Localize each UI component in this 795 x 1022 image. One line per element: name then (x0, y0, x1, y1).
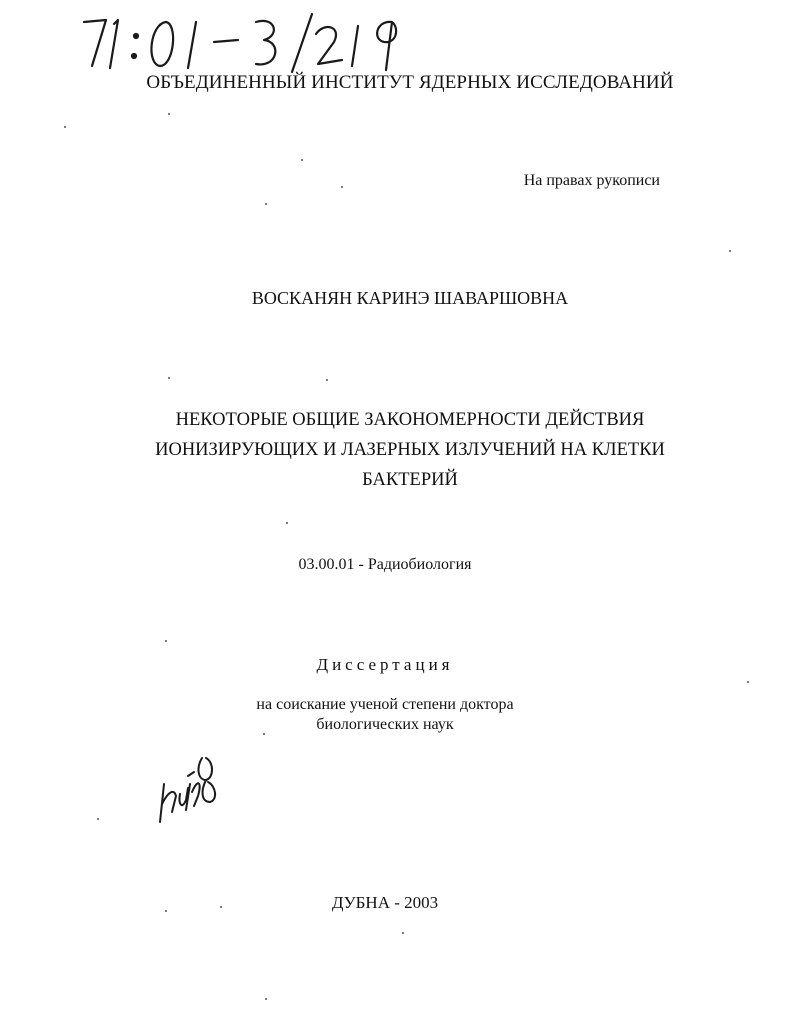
scan-speck (165, 640, 167, 642)
thesis-title-line: ИОНИЗИРУЮЩИХ И ЛАЗЕРНЫХ ИЗЛУЧЕНИЙ НА КЛЕТКИ (155, 440, 665, 460)
rights-note: На правах рукописи (523, 172, 660, 189)
city-year: ДУБНА - 2003 (331, 893, 439, 912)
degree-line: биологических наук (316, 716, 454, 733)
scan-speck (168, 113, 170, 115)
scan-speck (286, 522, 288, 524)
handwritten-signature (158, 748, 220, 828)
thesis-title-line: НЕКОТОРЫЕ ОБЩИЕ ЗАКОНОМЕРНОСТИ ДЕЙСТВИЯ (175, 410, 645, 430)
scan-speck (301, 159, 303, 161)
degree-line: на соискание ученой степени доктора (256, 696, 514, 713)
institute-name: ОБЪЕДИНЕННЫЙ ИНСТИТУТ ЯДЕРНЫХ ИССЛЕДОВАНИЙ (146, 72, 674, 93)
document-type: Диссертация (316, 655, 454, 674)
scan-speck (402, 932, 404, 934)
scan-speck (265, 203, 267, 205)
scan-speck (97, 818, 99, 820)
degree-description (0, 695, 770, 735)
scan-speck (729, 250, 731, 252)
thesis-title (0, 405, 795, 495)
scan-speck (263, 733, 265, 735)
scan-speck (220, 906, 222, 908)
scan-speck (341, 186, 343, 188)
author-name: ВОСКАНЯН КАРИНЭ ШАВАРШОВНА (251, 288, 569, 308)
scan-speck (64, 126, 66, 128)
scan-speck (168, 377, 170, 379)
thesis-title-line: БАКТЕРИЙ (362, 470, 458, 490)
specialty-code: 03.00.01 - Радиобиология (298, 556, 472, 573)
scan-speck (747, 681, 749, 683)
scan-speck (165, 910, 167, 912)
scan-speck (265, 998, 267, 1000)
scan-speck (326, 379, 328, 381)
handwritten-catalog-code (80, 8, 420, 78)
